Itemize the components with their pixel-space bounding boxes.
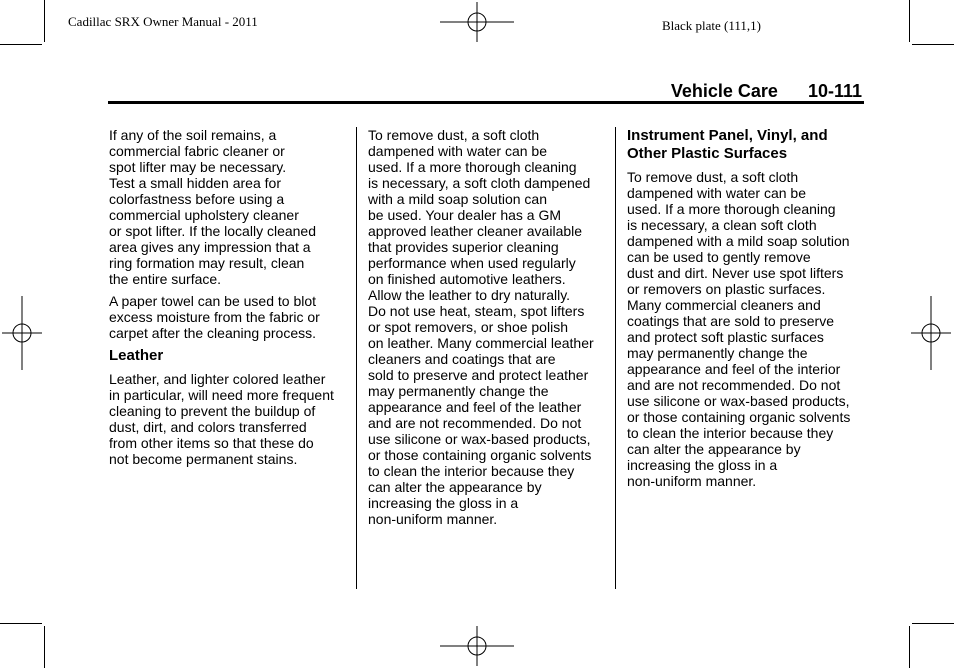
registration-mark-bottom	[440, 626, 514, 666]
crop-mark-top-left-v	[44, 0, 45, 42]
paragraph-soil-remains: If any of the soil remains, a commercial fabric cleaner or spot lifter may be necessary. Test a small hidden area for colorfastness before using a commercial upholstery cleaner or spot lifter. If the locally cleaned area gives any impression that a ring formation may result, clean the entire surface.	[109, 127, 316, 287]
heading-instrument-panel: Instrument Panel, Vinyl, and Other Plastic Surfaces	[627, 127, 828, 162]
header-plate-info: Black plate (111,1)	[661, 18, 761, 33]
crop-mark-bottom-left-v	[44, 626, 45, 668]
page-number: 10-111	[807, 81, 862, 101]
crop-mark-top-right-h	[912, 44, 954, 45]
registration-mark-top	[440, 2, 514, 42]
crop-mark-bottom-right-v	[909, 626, 910, 668]
paragraph-leather-cleaning: To remove dust, a soft cloth dampened with water can be used. If a more thorough cleaning is necessary, a soft cloth dampened with a mild soap solution can be used. Your dealer has a GM approved leather cleaner available that provides superior cleaning performance when used regularly on finished automotive leathers. Allow the leather to dry naturally. Do not use heat, steam, spot lifters or spot removers, or shoe polish on leather. Many commercial leather cleaners and coatings that are sold to preserve and protect leather may permanently change the appearance and feel of the leather and are not recommended. Do not use silicone or wax-based products, or those containing organic solvents to clean the interior because they can alter the appearance by increasing the gloss in a non-uniform manner.	[368, 127, 594, 527]
crop-mark-top-left-h	[0, 44, 42, 45]
header-manual-title: Cadillac SRX Owner Manual - 2011	[68, 14, 258, 29]
paragraph-paper-towel: A paper towel can be used to blot excess moisture from the fabric or carpet after the cleaning process.	[109, 293, 320, 341]
paragraph-leather-intro: Leather, and lighter colored leather in particular, will need more frequent cleaning to prevent the buildup of dust, dirt, and colors transferred from other items so that these do not become permanent stains.	[109, 371, 334, 467]
crop-mark-top-right-v	[909, 0, 910, 42]
column-1	[109, 127, 349, 473]
registration-mark-left	[2, 296, 42, 370]
column-3	[627, 127, 867, 495]
crop-mark-bottom-left-h	[0, 623, 42, 624]
heading-leather: Leather	[109, 347, 164, 364]
column-divider-2	[615, 127, 616, 589]
crop-mark-bottom-right-h	[912, 623, 954, 624]
header-rule	[108, 101, 864, 104]
column-2	[368, 127, 608, 533]
section-title: Vehicle Care	[670, 81, 778, 101]
registration-mark-right	[911, 296, 951, 370]
column-divider-1	[356, 127, 357, 589]
section-header	[671, 81, 862, 102]
paragraph-instrument-panel-cleaning: To remove dust, a soft cloth dampened with water can be used. If a more thorough cleaning is necessary, a clean soft cloth dampened with a mild soap solution can be used to gently remove dust and dirt. Never use spot lifters or removers on plastic surfaces. Many commercial cleaners and coatings that are sold to preserve and protect soft plastic surfaces may permanently change the appearance and feel of the interior and are not recommended. Do not use silicone or wax-based products, or those containing organic solvents to clean the interior because they can alter the appearance by increasing the gloss in a non-uniform manner.	[627, 169, 851, 489]
